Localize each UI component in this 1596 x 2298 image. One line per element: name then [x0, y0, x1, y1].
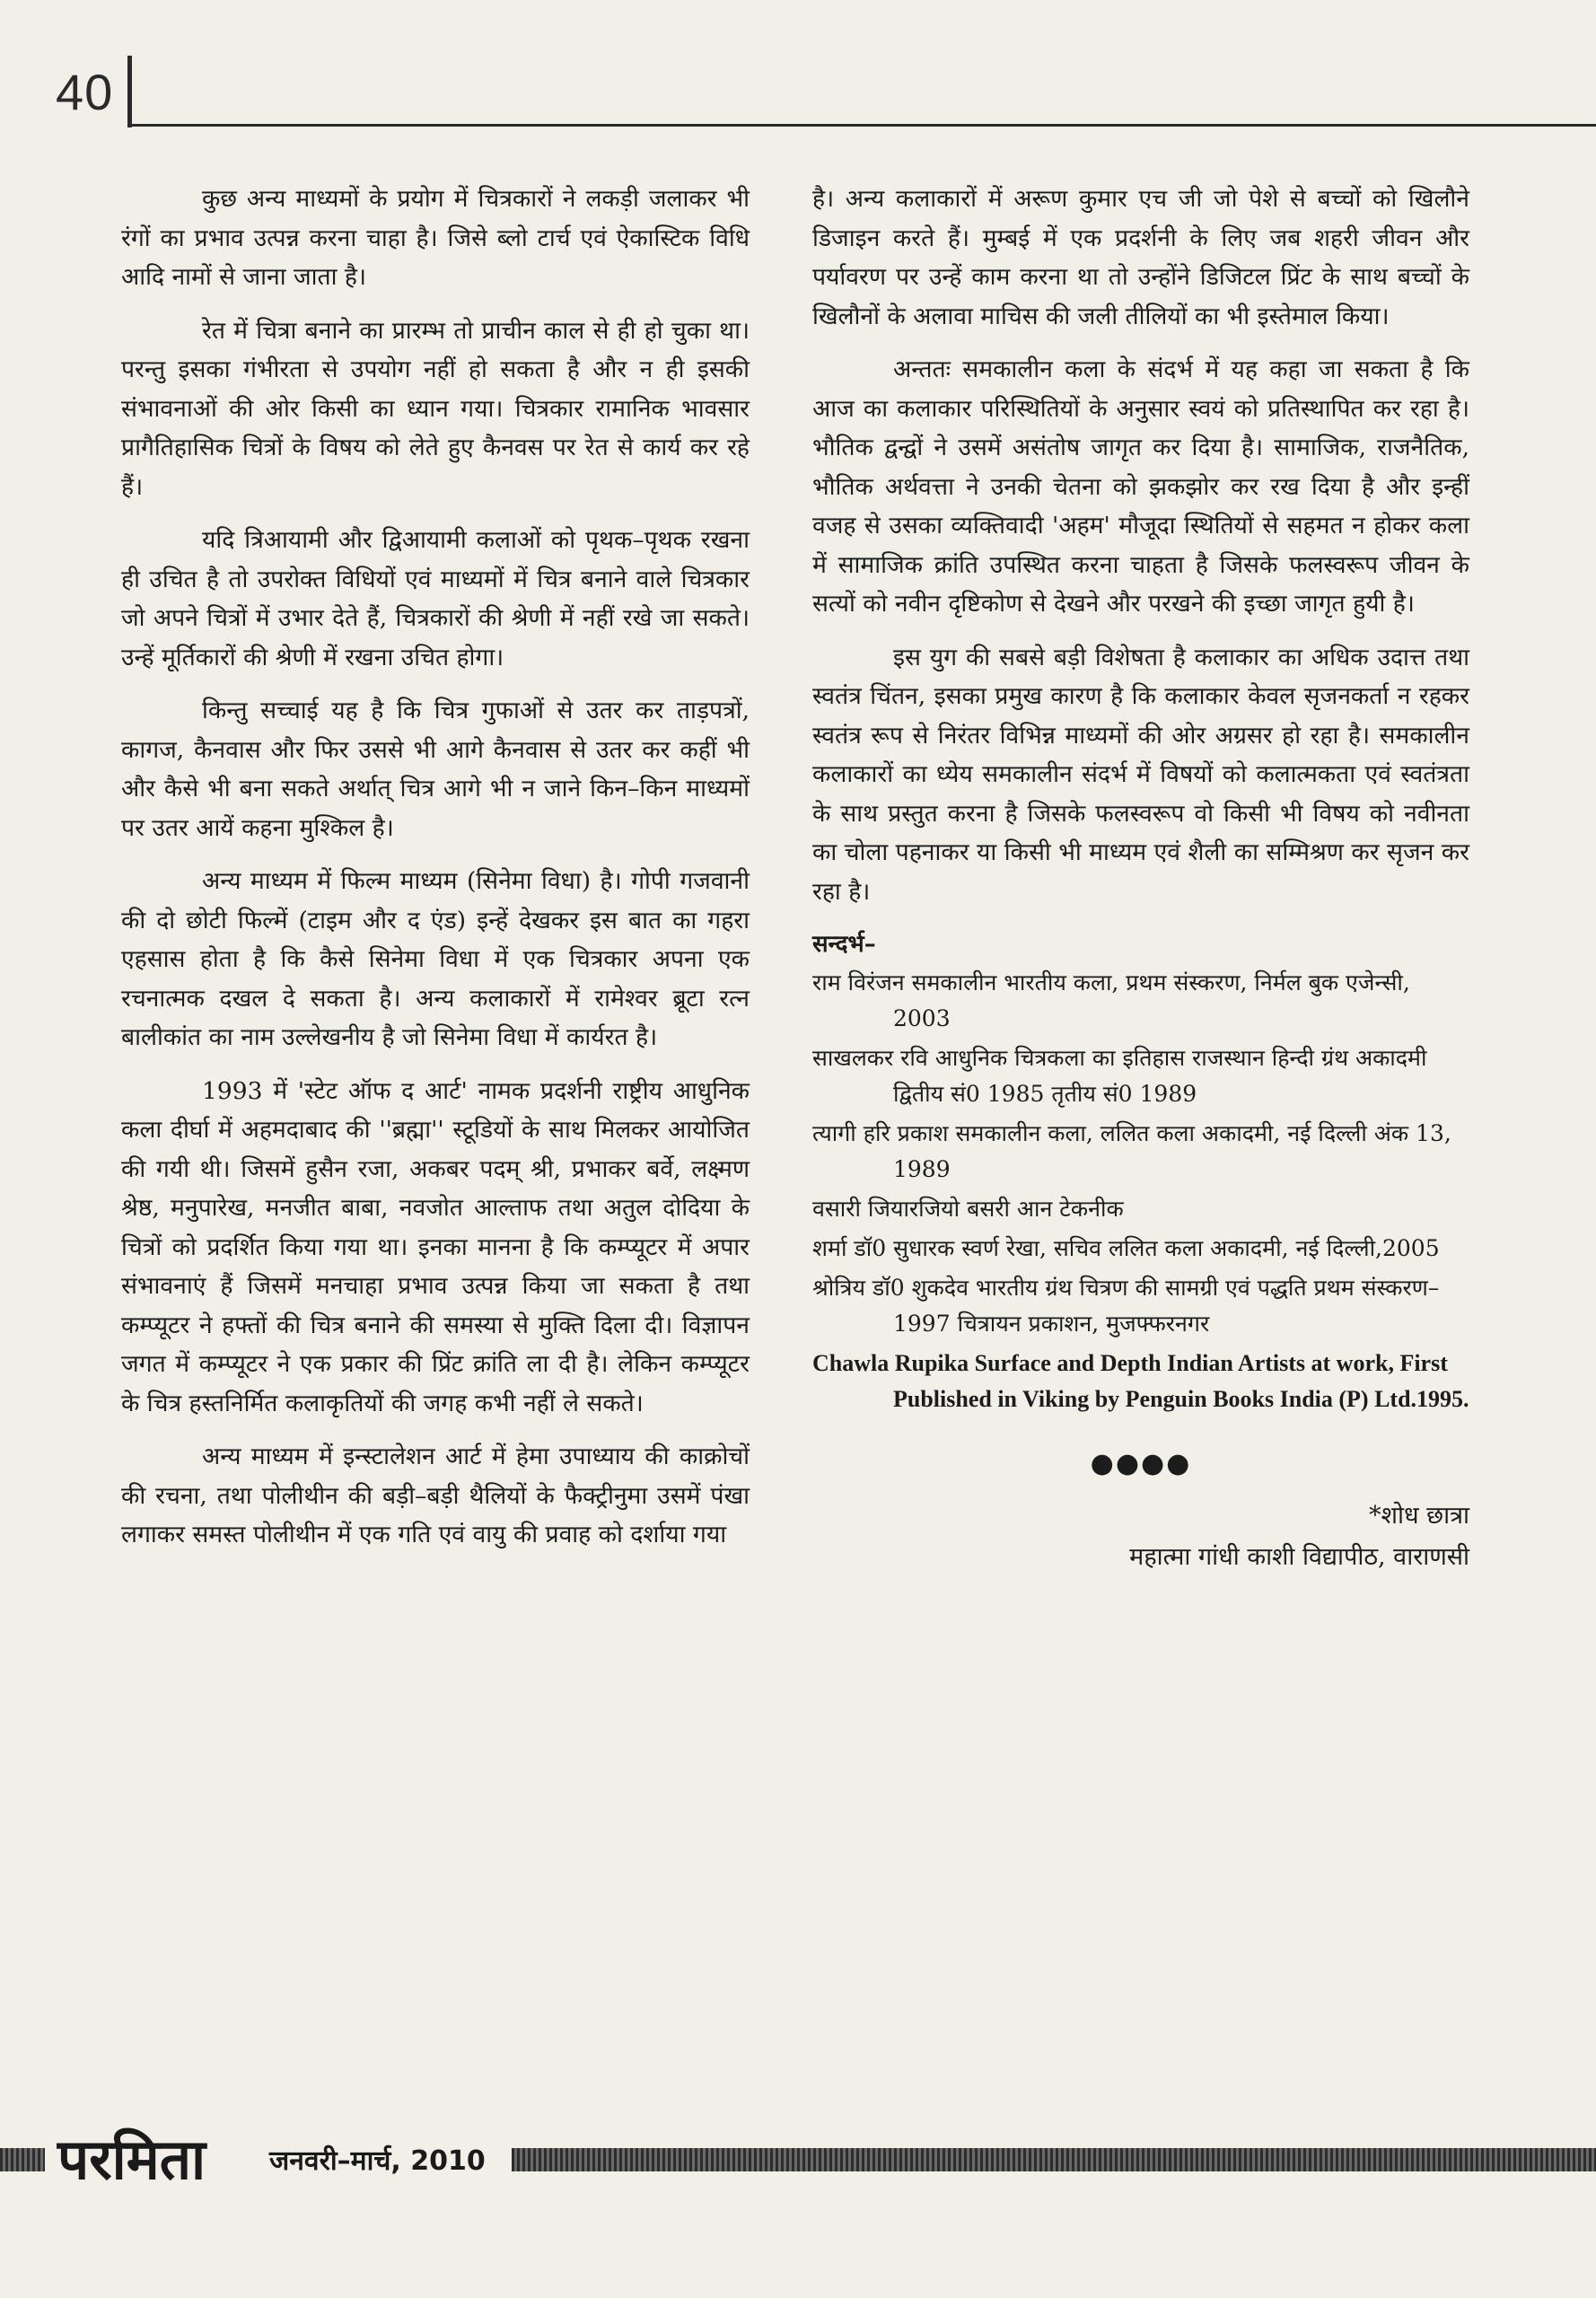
paragraph: अन्य माध्यम में फिल्म माध्यम (सिनेमा विधा) है। गोपी गजवानी की दो छोटी फिल्में (टाइम और द एंड) इन्हें देखकर इस बात का गहरा एहसास होता है कि कैसे सिनेमा विधा में एक चित्रकार अपना एक रचनात्मक दखल दे सकता है। अन्य कलाकारों में रामेश्वर ब्रूटा रत्न बालीकांत का नाम उल्लेखनीय है जो सिनेमा विधा में कार्यरत है।	[121, 867, 750, 1051]
paragraph: यदि त्रिआयामी और द्विआयामी कलाओं को पृथक–पृथक रखना ही उचित है तो उपरोक्त विधियों एवं माध्यमों में चित्र बनाने वाले चित्रकार जो अपने चित्रों में उभार देते हैं, चित्रकारों की श्रेणी में नहीं रखे जा सकते। उन्हें मूर्तिकारों की श्रेणी में रखना उचित होगा।	[121, 526, 750, 671]
reference-item: त्यागी हरि प्रकाश समकालीन कला, ललित कला अकादमी, नई दिल्ली अंक 13, 1989	[812, 1119, 1451, 1182]
right-column	[812, 180, 1469, 1578]
reference-item: वसारी जियारजियो बसरी आन टेकनीक	[812, 1195, 1124, 1222]
issue-date: जनवरी–मार्च, 2010	[269, 2145, 486, 2177]
paragraph: इस युग की सबसे बड़ी विशेषता है कलाकार का अधिक उदात्त तथा स्वतंत्र चिंतन, इसका प्रमुख कारण है कि कलाकार केवल सृजनकर्ता न रहकर स्वतंत्र रूप से निरंतर विभिन्न माध्यमों की ओर अग्रसर हो रहा है। समकालीन कलाकारों का ध्येय समकालीन संदर्भ में विषयों को कलात्मकता एवं स्वतंत्रता के साथ प्रस्तुत करना है जिसके फलस्वरूप वो किसी भी विषय को नवीनता का चोला पहनाकर या किसी भी माध्यम एवं शैली का सम्मिश्रण कर सृजन कर रहा है।	[812, 643, 1469, 906]
left-column	[121, 180, 750, 1569]
section-separator: ●●●●	[1090, 1447, 1192, 1479]
paragraph: कुछ अन्य माध्यमों के प्रयोग में चित्रकारों ने लकड़ी जलाकर भी रंगों का प्रभाव उत्पन्न करना चाहा है। जिसे ब्लो टार्च एवं ऐकास्टिक विधि आदि नामों से जाना जाता है।	[121, 185, 750, 291]
reference-item: साखलकर रवि आधुनिक चित्रकला का इतिहास राजस्थान हिन्दी ग्रंथ अकादमी द्वितीय सं0 1985 तृतीय सं0 1989	[812, 1044, 1427, 1107]
paragraph: रेत में चित्रा बनाने का प्रारम्भ तो प्राचीन काल से ही हो चुका था। परन्तु इसका गंभीरता से उपयोग नहीं हो सकता है और न ही इसकी संभावनाओं की ओर किसी का ध्यान गया। चित्रकार रामानिक भावसार प्रागैतिहासिक चित्रों के विषय को लेते हुए कैनवस पर रेत से कार्य कर रहे हैं।	[121, 316, 750, 501]
references	[812, 925, 1469, 1417]
reference-item: राम विरंजन समकालीन भारतीय कला, प्रथम संस्करण, निर्मल बुक एजेन्सी, 2003	[812, 969, 1410, 1031]
reference-item: शर्मा डॉ0 सुधारक स्वर्ण रेखा, सचिव ललित कला अकादमी, नई दिल्ली,2005	[812, 1234, 1440, 1261]
header-line	[127, 124, 1596, 127]
paragraph: 1993 में 'स्टेट ऑफ द आर्ट' नामक प्रदर्शनी राष्ट्रीय आधुनिक कला दीर्घा में अहमदाबाद की ''ब्रह्मा'' स्टूडियों के साथ मिलकर आयोजित की गयी थी। जिसमें हुसैन रजा, अकबर पदम् श्री, प्रभाकर बर्वे, लक्ष्मण श्रेष्ठ, मनुपारेख, मनजीत बाबा, नवजोत आल्ताफ तथा अतुल दोदिया के चित्रों को प्रदर्शित किया गया था। इनका मानना है कि कम्प्यूटर में अपार संभावनाएं हैं जिसमें मनचाहा प्रभाव उत्पन्न किया जा सकता है तथा कम्प्यूटर ने हफ्तों की चित्र बनाने की समस्या से मुक्ति दिला दी। विज्ञापन जगत में कम्प्यूटर ने एक प्रकार की प्रिंट क्रांति ला दी है। लेकिन कम्प्यूटर के चित्र हस्तनिर्मित कलाकृतियों की जगह कभी नहीं ले सकते।	[121, 1076, 750, 1417]
page-number: 40	[56, 64, 114, 120]
paragraph: अन्य माध्यम में इन्स्टालेशन आर्ट में हेमा उपाध्याय की काक्रोचों की रचना, तथा पोलीथीन की बड़ी–बड़ी थैलियों के फैक्ट्रीनुमा उसमें पंखा लगाकर समस्त पोलीथीन में एक गति एवं वायु की प्रवाह को दर्शाया गया	[121, 1443, 750, 1548]
reference-item-english: Chawla Rupika Surface and Depth Indian Artists at work, First Published in Viking by Penguin Books India (P) Ltd.1995.	[812, 1349, 1469, 1412]
author-affiliation: महात्मा गांधी काशी विद्यापीठ, वाराणसी	[1129, 1543, 1469, 1571]
reference-item: श्रोत्रिय डॉ0 शुकदेव भारतीय ग्रंथ चित्रण की सामग्री एवं पद्धति प्रथम संस्करण–1997 चित्रायन प्रकाशन, मुजफ्फरनगर	[812, 1274, 1440, 1337]
paragraph: है। अन्य कलाकारों में अरूण कुमार एच जी जो पेशे से बच्चों को खिलौने डिजाइन करते हैं। मुम्बई में एक प्रदर्शनी के लिए जब शहरी जीवन और पर्यावरण पर उन्हें काम करना था तो उन्होंने डिजिटल प्रिंट के साथ बच्चों के खिलौनों के अलावा माचिस की जली तीलियों का भी इस्तेमाल किया।	[812, 185, 1469, 330]
author-role: *शोध छात्रा	[1369, 1502, 1469, 1530]
references-heading: सन्दर्भ–	[812, 931, 876, 958]
paragraph: किन्तु सच्चाई यह है कि चित्र गुफाओं से उतर कर ताड़पत्रों, कागज, कैनवास और फिर उससे भी आगे कैनवास से उतर कर कहीं भी और कैसे भी बना सकते अर्थात् चित्र आगे भी न जाने किन–किन माध्यमों पर उतर आयें कहना मुश्किल है।	[121, 697, 750, 842]
header-rule	[127, 56, 132, 127]
magazine-logo: परमिता	[57, 2127, 206, 2192]
paragraph: अन्ततः समकालीन कला के संदर्भ में यह कहा जा सकता है कि आज का कलाकार परिस्थितियों के अनुसार स्वयं को प्रतिस्थापित कर रहा है। भौतिक द्वन्द्वों ने उसमें असंतोष जागृत कर दिया है। सामाजिक, राजनैतिक, भौतिक अर्थवत्ता ने उनकी चेतना को झकझोर कर रख दिया है और इन्हीं वजह से उसका व्यक्तिवादी 'अहम' मौजूदा स्थितियों से सहमत न होकर कला में सामाजिक क्रांति उपस्थित करना चाहता है जिसके फलस्वरूप जीवन के सत्यों को नवीन दृष्टिकोण से देखने और परखने की इच्छा जागृत हुयी है।	[812, 355, 1469, 618]
